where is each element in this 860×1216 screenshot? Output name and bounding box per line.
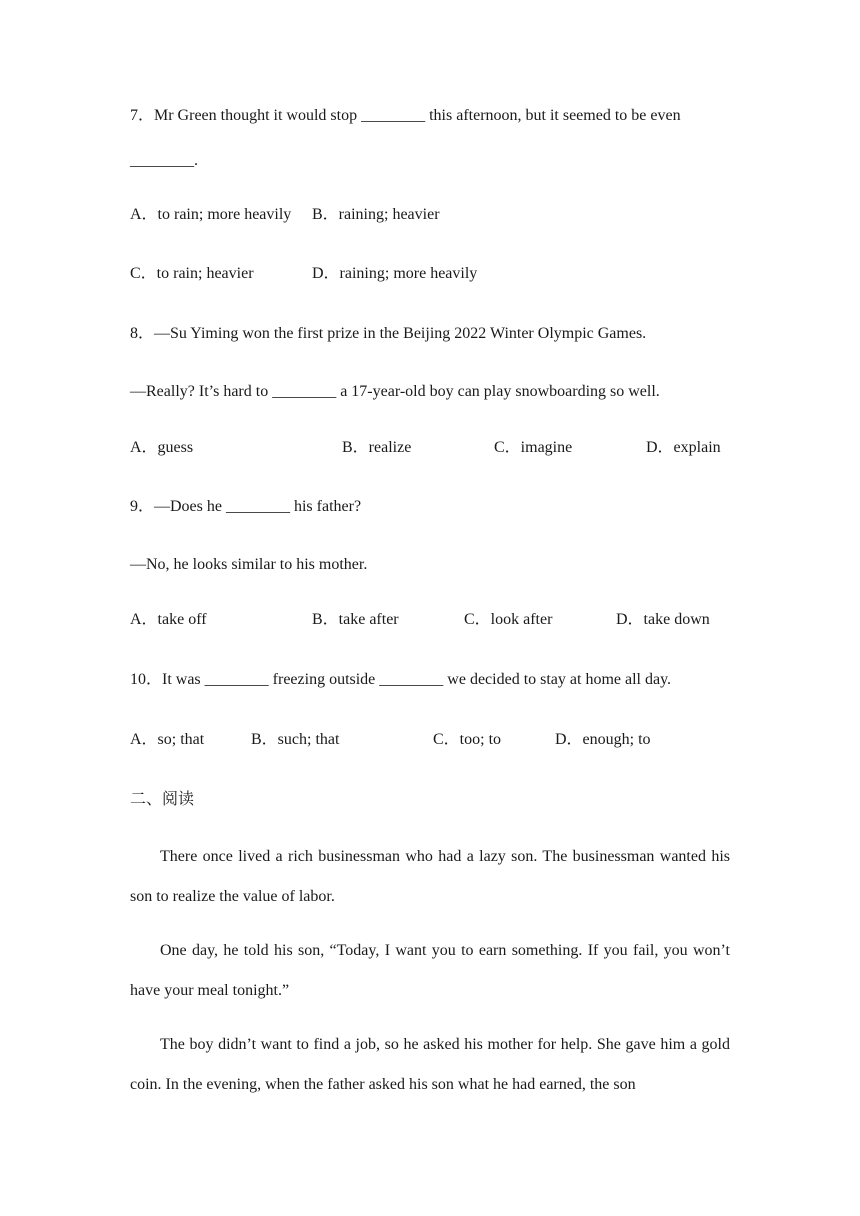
question-9-option-b: B．take after	[312, 611, 399, 628]
question-8-option-a: A．guess	[130, 439, 194, 456]
passage-paragraph-2: One day, he told his son, “Today, I want you to earn something. If you fail, you won’t have your meal tonight.”	[130, 942, 730, 999]
question-8-option-d: D．explain	[646, 439, 721, 456]
question-9-stem-line2: —No, he looks similar to his mother.	[130, 556, 368, 573]
question-7-stem-line1: 7．Mr Green thought it would stop ________ this afternoon, but it seemed to be even	[130, 107, 681, 124]
question-7-option-b: B．raining; heavier	[312, 206, 440, 223]
question-9-option-a: A．take off	[130, 611, 207, 628]
question-8-stem-line2: —Really? It’s hard to ________ a 17-year-old boy can play snowboarding so well.	[130, 383, 660, 400]
question-8-option-c: C．imagine	[494, 439, 573, 456]
question-8-option-b: B．realize	[342, 439, 412, 456]
passage-paragraph-1: There once lived a rich businessman who had a lazy son. The businessman wanted his son to realize the value of labor.	[130, 848, 730, 905]
question-9-stem-line1: 9．—Does he ________ his father?	[130, 498, 362, 515]
question-9-option-c: C．look after	[464, 611, 553, 628]
question-7-option-a: A．to rain; more heavily	[130, 206, 292, 223]
question-10-stem-line1: 10．It was ________ freezing outside ________ we decided to stay at home all day.	[130, 671, 672, 688]
question-10-option-b: B．such; that	[251, 731, 340, 748]
question-10-option-a: A．so; that	[130, 731, 205, 748]
question-10-option-c: C．too; to	[433, 731, 502, 748]
section-heading: 二、阅读	[130, 789, 195, 808]
question-9-option-d: D．take down	[616, 611, 710, 628]
question-7-option-d: D．raining; more heavily	[312, 265, 478, 282]
question-10-option-d: D．enough; to	[555, 731, 651, 748]
passage-paragraph-3: The boy didn’t want to find a job, so he asked his mother for help. She gave him a gold coin. In the evening, when the father asked his son what he had earned, the son	[130, 1036, 730, 1093]
question-8-stem-line1: 8．—Su Yiming won the first prize in the Beijing 2022 Winter Olympic Games.	[130, 325, 647, 342]
question-7-stem-line2: ________.	[130, 152, 198, 169]
question-7-option-c: C．to rain; heavier	[130, 265, 254, 282]
